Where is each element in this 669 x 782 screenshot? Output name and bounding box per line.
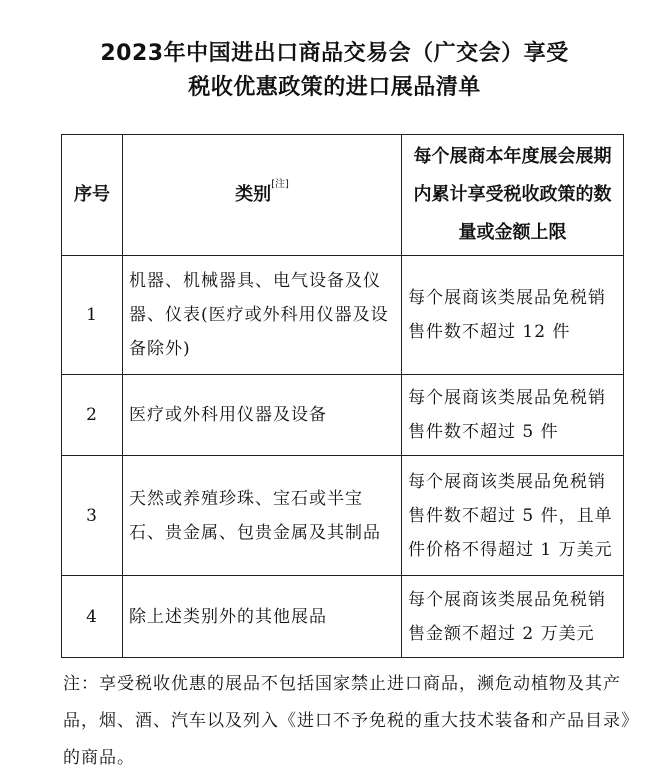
table-row	[62, 375, 624, 456]
document-title-line-1: 2023年中国进出口商品交易会（广交会）享受	[100, 41, 569, 66]
exhibits-table	[61, 134, 624, 658]
document-title-line-2: 税收优惠政策的进口展品清单	[188, 75, 481, 100]
header-category-label: 类别	[235, 184, 272, 205]
row-category: 机器、机械器具、电气设备及仪器、仪表(医疗或外科用仪器及设备除外)	[123, 256, 402, 375]
table-row	[62, 256, 624, 375]
row-limit: 每个展商该类展品免税销售金额不超过 2 万美元	[402, 576, 624, 658]
header-no: 序号	[62, 135, 123, 256]
row-category: 除上述类别外的其他展品	[123, 576, 402, 658]
header-note-mark: [注]	[271, 179, 289, 190]
table-header-row	[62, 135, 624, 256]
header-limit: 每个展商本年度展会展期内累计享受税收政策的数量或金额上限	[402, 135, 624, 256]
row-limit: 每个展商该类展品免税销售件数不超过 5 件，且单件价格不得超过 1 万美元	[402, 456, 624, 576]
row-no: 3	[62, 456, 123, 576]
table-row	[62, 456, 624, 576]
row-limit: 每个展商该类展品免税销售件数不超过 12 件	[402, 256, 624, 375]
row-no: 2	[62, 375, 123, 456]
row-no: 4	[62, 576, 123, 658]
row-category: 天然或养殖珍珠、宝石或半宝石、贵金属、包贵金属及其制品	[123, 456, 402, 576]
footnote: 注：享受税收优惠的展品不包括国家禁止进口商品，濒危动植物及其产品，烟、酒、汽车以及列入《进口不予免税的重大技术装备和产品目录》的商品。	[63, 674, 631, 768]
row-category: 医疗或外科用仪器及设备	[123, 375, 402, 456]
header-category	[123, 135, 402, 256]
row-limit: 每个展商该类展品免税销售件数不超过 5 件	[402, 375, 624, 456]
row-no: 1	[62, 256, 123, 375]
table-row	[62, 576, 624, 658]
